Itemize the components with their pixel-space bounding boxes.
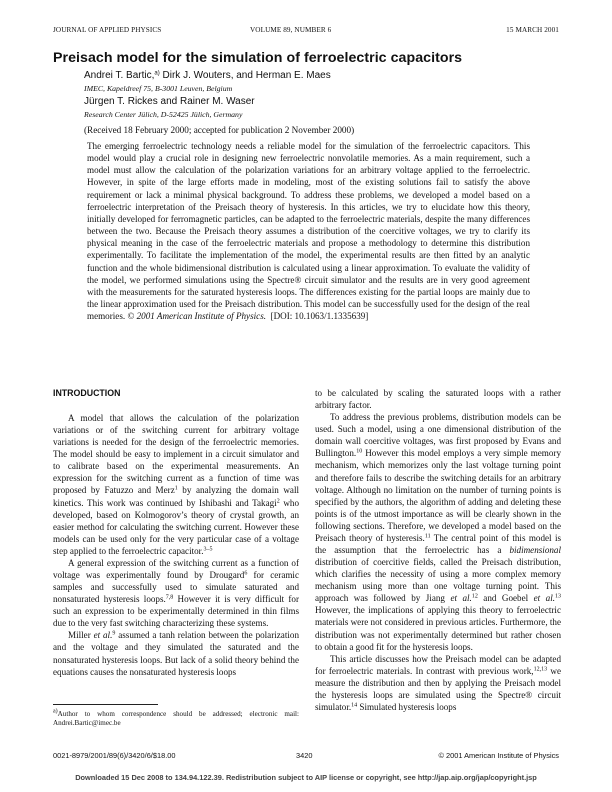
footnote-text: Author to whom correspondence should be addressed; electronic mail: Andrei.Bartic@imec.be [53, 710, 299, 728]
text-run: by analyzing the domain wall kinetics. This work was continued by Ishibashi and Takagi [53, 485, 299, 508]
footnote [53, 710, 299, 728]
footnote-divider [53, 704, 158, 705]
citation-ref[interactable]: 14 [351, 702, 358, 709]
download-notice[interactable]: Downloaded 15 Dec 2008 to 134.94.122.39. Redistribution subject to AIP license or copyright, see http://jap.aip.org/jap/copyright.jsp [75, 773, 537, 782]
text-run: A model that allows the calculation of the polarization variations or of the switching current for arbitrary voltage variations is needed for the design of the ferroelectric memories. The model should be easy to implement in a circuit simulator and to calibrate based on the experimental measurements. An expression for the switching current as a function of time was proposed by Fatuzzo and Merz [53, 413, 299, 496]
citation-ref[interactable]: 6 [244, 570, 248, 577]
citation-ref[interactable]: 3–5 [203, 546, 213, 553]
affiliation-2: Research Center Jülich, D-52425 Jülich, Germany [84, 110, 243, 119]
author-names: Dirk J. Wouters, and Herman E. Maes [159, 70, 331, 81]
paragraph [53, 557, 299, 629]
text-run: A general expression of the switching current as a function of voltage was experimentally found by Drougard [53, 557, 299, 581]
citation-ref[interactable]: 2 [276, 498, 280, 505]
paper-title: Preisach model for the simulation of ferroelectric capacitors [53, 50, 463, 66]
text-run: However it is very difficult for such an expression to be experimentally determined in thin films due to the very fast switching characterizing these systems. [53, 594, 300, 629]
citation-ref[interactable]: 9 [112, 630, 116, 637]
footnote-marker: a) [53, 708, 58, 715]
journal-name: JOURNAL OF APPLIED PHYSICS [53, 26, 162, 34]
paragraph [53, 412, 299, 557]
left-column [53, 412, 299, 678]
et-al: et al. [93, 630, 113, 641]
text-run: The central point of this model is the assumption that the ferroelectric has a [315, 532, 562, 556]
text-run: Miller [68, 630, 94, 641]
author-line-2: Jürgen T. Rickes and Rainer M. Waser [84, 96, 255, 107]
footer-copyright: © 2001 American Institute of Physics [438, 751, 559, 760]
et-al: et al. [450, 593, 472, 604]
citation-ref[interactable]: 11 [424, 533, 431, 540]
text-run: for ceramic samples and successfully used to simulate saturated and nonsaturated hysteresis loops. [53, 570, 299, 605]
text-run: assumed a tanh relation between the polarization and the voltage and they simulated the saturated and the nonsaturated hysteresis loops. But lack of a solid theory behind the equations causes the nonsaturated hysteresis loops [53, 630, 299, 677]
citation-ref[interactable]: 12,13 [533, 666, 548, 673]
emphasis: bidimensional [509, 545, 561, 556]
text-run: who developed, based on Kolmogorov’s theory of crystal growth, an easier method for calculating the switching current. However these models can be used only for the very particular case of a voltage step applied to the ferroelectric capacitor. [53, 497, 299, 556]
volume-number: VOLUME 89, NUMBER 6 [250, 26, 332, 34]
affiliation-1: IMEC, Kapeldreef 75, B-3001 Leuven, Belgium [84, 84, 233, 93]
citation-ref[interactable]: 12 [471, 593, 478, 600]
received-dates: (Received 18 February 2000; accepted for publication 2 November 2000) [84, 125, 355, 135]
text-run: Simulated hysteresis loops [357, 702, 457, 713]
author-line-1 [84, 70, 331, 81]
page-number: 3420 [296, 751, 313, 760]
paragraph [53, 629, 299, 677]
citation-ref[interactable]: 7,8 [165, 594, 174, 601]
issue-date: 15 MARCH 2001 [506, 26, 559, 34]
citation-ref[interactable]: 13 [555, 593, 562, 600]
text-run: However this model employs a very simple memory mechanism, which memorizes only the last voltage turning point and therefore fails to describe the switching details for an arbitrary voltage. Although no limitation on the number of turning points is specified by the authors, the algorithm of adding and deleting these points is of the utmost importance as will be clearly shown in the following sections. Therefore, we developed a model based on the Preisach theory of hysteresis. [315, 448, 561, 543]
paragraph [315, 411, 561, 653]
abstract-copyright: © 2001 American Institute of Physics. [127, 311, 267, 322]
citation-ref[interactable]: 10 [356, 448, 363, 455]
abstract [87, 140, 530, 322]
text-run: distribution of coercitive fields, called the Preisach distribution, which clarifies the necessity of using a more complex memory mechanism using more than one voltage turning point. This approach was followed by Jiang [315, 557, 561, 604]
text-run: we measure the distribution and then by applying the Preisach model the hysteresis loops are simulated using the Spectre® circuit simulator. [315, 665, 561, 713]
citation-ref[interactable]: 1 [174, 485, 178, 492]
et-al: et al. [533, 593, 556, 604]
text-run: and Goebel [477, 593, 534, 604]
doi-link[interactable]: [DOI: 10.1063/1.1335639] [266, 311, 369, 322]
article-code: 0021-8979/2001/89(6)/3420/6/$18.00 [53, 751, 176, 760]
right-column [315, 387, 561, 713]
section-heading-introduction: INTRODUCTION [53, 388, 121, 398]
abstract-text: The emerging ferroelectric technology needs a reliable model for the simulation of the ferroelectric capacitors. This model would play a crucial role in designing new ferroelectric nonvolatile memories. As a main requirement, such a model must allow the calculation of the polarization variations for an arbitrary voltage applied to the ferroelectric. However, in spite of the large efforts made in modeling, most of the existing solutions fail to satisfy the above requirement or lack a minimal physical background. To address these problems, we developed a model based on a ferroelectric interpretation of the Preisach theory of hysteresis. In this articles, we try to elucidate how this theory, initially developed for ferromagnetic particles, can be adapted to the ferroelectric materials, despite the many differences between the two. Because the Preisach theory assumes a distribution of the coercitive voltages, we try to clarify its physical meaning in the case of the ferroelectric materials and propose a methodology to determine this distribution experimentally. To facilitate the implementation of the model, the experimental results are then fitted by an analytic function and the whole bidimensional distribution is calculated using a linear approximation. To evaluate the validity of the model, we performed simulations using the Spectre® circuit simulator and the results are in very good agreement with the measurements for the saturated hysteresis loops. The differences existing for the partial loops are mainly due to the linear approximation used for the Preisach distribution. This model can be successfully used for the design of the real memories. [87, 141, 530, 322]
paragraph [315, 653, 561, 713]
footnote-marker[interactable]: a) [154, 70, 160, 77]
text-run: This article discusses how the Preisach model can be adapted for ferroelectric materials. In contrast with previous work, [315, 653, 561, 676]
paragraph: to be calculated by scaling the saturated loops with a rather arbitrary factor. [315, 388, 561, 411]
author-name: Andrei T. Bartic, [84, 70, 155, 81]
text-run: To address the previous problems, distribution models can be used. Such a model, using a one dimensional distribution of the domain wall coercitive voltages, was first proposed by Evans and Bullington. [315, 412, 561, 459]
text-run: However, the implications of applying this theory to ferroelectric materials were not considered in previous articles. Furthermore, the distribution was not experimentally determined but rather chosen to obtain a good fit for the hysteresis loops. [315, 605, 561, 652]
